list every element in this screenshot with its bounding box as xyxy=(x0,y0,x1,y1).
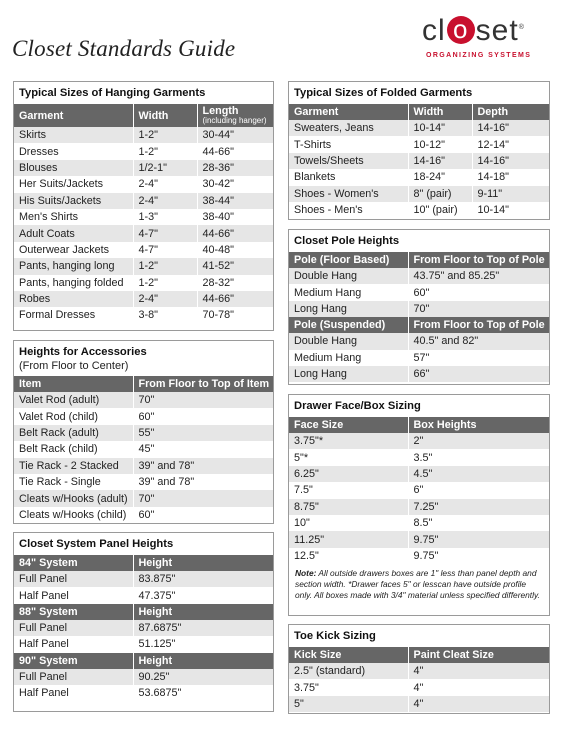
toe-kick-title: Toe Kick Sizing xyxy=(294,630,376,642)
table-row xyxy=(14,425,273,441)
accessories-rows xyxy=(14,392,273,523)
table-cell: 3.75"* xyxy=(289,433,408,449)
closet-logo xyxy=(422,14,542,64)
logo-wordmark: cl o set® xyxy=(422,14,525,47)
table-cell: 12-14" xyxy=(472,136,549,152)
group-header-row xyxy=(14,604,273,620)
table-cell: 10-14" xyxy=(472,202,549,218)
table-cell: 87.6875" xyxy=(133,620,273,636)
table-cell: Full Panel xyxy=(14,571,133,587)
table-cell: 40.5" and 82" xyxy=(408,333,549,349)
table-cell: 44-66" xyxy=(197,291,273,307)
table-cell: T-Shirts xyxy=(289,136,408,152)
table-cell: Half Panel xyxy=(14,587,133,603)
drawer-sizing-rows xyxy=(289,433,549,564)
table-row xyxy=(14,160,273,176)
table-cell: Tie Rack - 2 Stacked xyxy=(14,458,133,474)
table-cell: 10" xyxy=(289,515,408,531)
table-cell: 70-78" xyxy=(197,307,273,323)
table-cell: 6.25" xyxy=(289,466,408,482)
col-header: Pole (Suspended) xyxy=(289,317,408,333)
table-cell: 38-44" xyxy=(197,193,273,209)
table-cell: 1-2" xyxy=(133,143,197,159)
table-cell: Dresses xyxy=(14,143,133,159)
col-header: Garment xyxy=(289,104,408,120)
pole-heights-box xyxy=(288,229,550,385)
table-cell: 8.75" xyxy=(289,499,408,515)
table-row xyxy=(289,186,549,202)
table-cell: Blankets xyxy=(289,169,408,185)
table-cell: Long Hang xyxy=(289,301,408,317)
table-cell: 44-66" xyxy=(197,143,273,159)
table-cell: 1-3" xyxy=(133,209,197,225)
table-cell: Pants, hanging long xyxy=(14,258,133,274)
table-row xyxy=(289,120,549,136)
folded-garments-box xyxy=(288,81,550,220)
table-cell: Medium Hang xyxy=(289,284,408,300)
col-header: From Floor to Top of Pole xyxy=(408,317,549,333)
table-cell: 30-42" xyxy=(197,176,273,192)
table-cell: 9.75" xyxy=(408,548,549,564)
table-cell: Double Hang xyxy=(289,333,408,349)
col-header: Paint Cleat Size xyxy=(408,647,549,663)
table-cell: 3.75" xyxy=(289,679,408,695)
table-row xyxy=(14,636,273,652)
table-cell: Skirts xyxy=(14,127,133,143)
table-cell: 3.5" xyxy=(408,449,549,465)
table-row xyxy=(289,679,549,695)
table-cell: Towels/Sheets xyxy=(289,153,408,169)
table-row xyxy=(289,499,549,515)
table-row xyxy=(289,350,549,366)
accessories-box xyxy=(13,340,274,524)
table-cell: 14-16" xyxy=(408,153,472,169)
table-cell: 4-7" xyxy=(133,225,197,241)
table-cell: 30-44" xyxy=(197,127,273,143)
table-row xyxy=(289,466,549,482)
table-cell: Half Panel xyxy=(14,685,133,701)
table-row xyxy=(289,663,549,679)
table-cell: 4" xyxy=(408,663,549,679)
table-row xyxy=(289,449,549,465)
table-row xyxy=(14,193,273,209)
table-cell: 1-2" xyxy=(133,275,197,291)
table-cell: 66" xyxy=(408,366,549,382)
drawer-note: Note: All outside drawers boxes are 1" less than panel depth and section width. *Drawer faces 5" or lesscan have outside profile only. All boxes made with 3/4" material unless specified differently. xyxy=(295,568,540,601)
page-title: Closet Standards Guide xyxy=(12,36,236,61)
table-cell: Formal Dresses xyxy=(14,307,133,323)
table-cell: Full Panel xyxy=(14,669,133,685)
table-row xyxy=(289,433,549,449)
table-cell: 9.75" xyxy=(408,531,549,547)
table-cell: 4.5" xyxy=(408,466,549,482)
group-header-row xyxy=(14,555,273,571)
table-cell: 53.6875" xyxy=(133,685,273,701)
table-row xyxy=(289,482,549,498)
table-row xyxy=(14,507,273,523)
table-row xyxy=(14,620,273,636)
table-cell: 41-52" xyxy=(197,258,273,274)
table-cell: 1-2" xyxy=(133,127,197,143)
col-header: Garment xyxy=(14,104,133,127)
group-header-row xyxy=(14,653,273,669)
table-cell: 2-4" xyxy=(133,176,197,192)
table-cell: Medium Hang xyxy=(289,350,408,366)
toe-kick-rows xyxy=(289,663,549,712)
table-cell: 44-66" xyxy=(197,225,273,241)
table-cell: Double Hang xyxy=(289,268,408,284)
col-header: 84" System xyxy=(14,555,133,571)
table-row xyxy=(289,202,549,218)
table-row xyxy=(14,127,273,143)
table-cell: 8" (pair) xyxy=(408,186,472,202)
table-cell: 2" xyxy=(408,433,549,449)
table-cell: 10-12" xyxy=(408,136,472,152)
folded-garments-table xyxy=(289,104,549,218)
table-cell: 55" xyxy=(133,425,273,441)
table-row xyxy=(14,225,273,241)
table-cell: Belt Rack (child) xyxy=(14,441,133,457)
table-cell: 11.25" xyxy=(289,531,408,547)
folded-garments-rows xyxy=(289,120,549,218)
group-header-row xyxy=(289,252,549,268)
table-cell: 2-4" xyxy=(133,291,197,307)
col-header: 88" System xyxy=(14,604,133,620)
table-cell: His Suits/Jackets xyxy=(14,193,133,209)
table-cell: 1-2" xyxy=(133,258,197,274)
hanging-garments-rows xyxy=(14,127,273,324)
table-cell: 38-40" xyxy=(197,209,273,225)
table-cell: Shoes - Men's xyxy=(289,202,408,218)
table-cell: Long Hang xyxy=(289,366,408,382)
drawer-sizing-box xyxy=(288,394,550,616)
table-cell: 43.75" and 85.25" xyxy=(408,268,549,284)
table-row xyxy=(14,474,273,490)
table-cell: 12.5" xyxy=(289,548,408,564)
table-cell: 2.5" (standard) xyxy=(289,663,408,679)
table-row xyxy=(14,176,273,192)
table-row xyxy=(14,408,273,424)
table-cell: 70" xyxy=(408,301,549,317)
table-row xyxy=(14,458,273,474)
table-row xyxy=(289,268,549,284)
accessories-title: Heights for Accessories xyxy=(19,346,147,358)
table-cell: 40-48" xyxy=(197,242,273,258)
table-cell: 9-11" xyxy=(472,186,549,202)
table-cell: 6" xyxy=(408,482,549,498)
col-header: Kick Size xyxy=(289,647,408,663)
table-cell: 2-4" xyxy=(133,193,197,209)
table-cell: 28-32" xyxy=(197,275,273,291)
table-cell: 5" xyxy=(289,696,408,712)
table-cell: 45" xyxy=(133,441,273,457)
table-cell: 1/2-1" xyxy=(133,160,197,176)
table-row xyxy=(289,531,549,547)
table-cell: Cleats w/Hooks (child) xyxy=(14,507,133,523)
col-header: Width xyxy=(133,104,197,127)
length-note: (including hanger) xyxy=(202,116,267,125)
accessories-subtitle: (From Floor to Center) xyxy=(19,360,129,372)
drawer-sizing-title: Drawer Face/Box Sizing xyxy=(294,400,421,412)
toe-kick-table xyxy=(289,647,549,712)
table-cell: Tie Rack - Single xyxy=(14,474,133,490)
panel-heights-rows xyxy=(14,555,273,701)
table-cell: Full Panel xyxy=(14,620,133,636)
col-header: From Floor to Top of Pole xyxy=(408,252,549,268)
table-cell: 60" xyxy=(133,507,273,523)
table-cell: 7.25" xyxy=(408,499,549,515)
table-row xyxy=(14,291,273,307)
table-cell: 7.5" xyxy=(289,482,408,498)
table-row xyxy=(14,307,273,323)
table-cell: 14-16" xyxy=(472,153,549,169)
table-cell: Belt Rack (adult) xyxy=(14,425,133,441)
col-header: 90" System xyxy=(14,653,133,669)
group-header-row xyxy=(289,317,549,333)
table-row xyxy=(14,669,273,685)
table-row xyxy=(14,571,273,587)
table-cell: Outerwear Jackets xyxy=(14,242,133,258)
col-header: Item xyxy=(14,376,133,392)
table-cell: Shoes - Women's xyxy=(289,186,408,202)
table-cell: 14-18" xyxy=(472,169,549,185)
table-row xyxy=(289,515,549,531)
table-cell: Blouses xyxy=(14,160,133,176)
table-cell: 60" xyxy=(133,408,273,424)
table-cell: Adult Coats xyxy=(14,225,133,241)
pole-heights-title: Closet Pole Heights xyxy=(294,235,400,247)
table-cell: Her Suits/Jackets xyxy=(14,176,133,192)
table-row xyxy=(14,143,273,159)
col-header: Height xyxy=(133,555,273,571)
table-cell: 28-36" xyxy=(197,160,273,176)
col-header: From Floor to Top of Item xyxy=(133,376,273,392)
table-cell: 8.5" xyxy=(408,515,549,531)
folded-garments-title: Typical Sizes of Folded Garments xyxy=(294,87,473,99)
table-cell: 57" xyxy=(408,350,549,366)
table-row xyxy=(14,685,273,701)
col-header: Pole (Floor Based) xyxy=(289,252,408,268)
table-cell: 83.875" xyxy=(133,571,273,587)
table-cell: 18-24" xyxy=(408,169,472,185)
table-cell: 10" (pair) xyxy=(408,202,472,218)
table-row xyxy=(289,136,549,152)
hanging-garments-title: Typical Sizes of Hanging Garments xyxy=(19,87,206,99)
table-cell: Sweaters, Jeans xyxy=(289,120,408,136)
table-row xyxy=(289,333,549,349)
table-row xyxy=(289,548,549,564)
table-cell: 51.125" xyxy=(133,636,273,652)
table-row xyxy=(289,301,549,317)
table-cell: 39" and 78" xyxy=(133,474,273,490)
col-header: Height xyxy=(133,653,273,669)
panel-heights-box xyxy=(13,532,274,712)
table-cell: 70" xyxy=(133,392,273,408)
col-header: Length (including hanger) xyxy=(197,104,273,127)
drawer-sizing-table xyxy=(289,417,549,564)
col-header: Face Size xyxy=(289,417,408,433)
panel-heights-title: Closet System Panel Heights xyxy=(19,538,174,550)
table-row xyxy=(289,696,549,712)
table-row xyxy=(289,366,549,382)
table-cell: 4" xyxy=(408,679,549,695)
table-cell: 4" xyxy=(408,696,549,712)
accessories-table xyxy=(14,376,273,523)
pole-heights-table xyxy=(289,252,549,382)
table-row xyxy=(14,209,273,225)
col-header: Box Heights xyxy=(408,417,549,433)
table-cell: 60" xyxy=(408,284,549,300)
table-row xyxy=(289,153,549,169)
col-header: Width xyxy=(408,104,472,120)
hanging-garments-table xyxy=(14,104,273,324)
pole-heights-rows xyxy=(289,252,549,382)
table-row xyxy=(14,258,273,274)
table-cell: 90.25" xyxy=(133,669,273,685)
table-row xyxy=(14,587,273,603)
table-row xyxy=(14,242,273,258)
table-cell: 14-16" xyxy=(472,120,549,136)
table-row xyxy=(289,284,549,300)
table-cell: 4-7" xyxy=(133,242,197,258)
table-row xyxy=(14,441,273,457)
table-cell: 39" and 78" xyxy=(133,458,273,474)
col-header: Height xyxy=(133,604,273,620)
table-cell: Robes xyxy=(14,291,133,307)
table-cell: 70" xyxy=(133,490,273,506)
col-header: Depth xyxy=(472,104,549,120)
table-cell: Half Panel xyxy=(14,636,133,652)
table-row xyxy=(289,169,549,185)
logo-tagline: ORGANIZING SYSTEMS xyxy=(426,52,532,59)
table-cell: 3-8" xyxy=(133,307,197,323)
table-cell: 10-14" xyxy=(408,120,472,136)
panel-heights-table xyxy=(14,555,273,701)
toe-kick-box xyxy=(288,624,550,714)
hanging-garments-box xyxy=(13,81,274,331)
table-cell: 47.375" xyxy=(133,587,273,603)
table-cell: Cleats w/Hooks (adult) xyxy=(14,490,133,506)
table-cell: Valet Rod (child) xyxy=(14,408,133,424)
table-row xyxy=(14,392,273,408)
table-cell: Pants, hanging folded xyxy=(14,275,133,291)
table-row xyxy=(14,275,273,291)
logo-o-circle: o xyxy=(447,16,475,44)
table-row xyxy=(14,490,273,506)
table-cell: Men's Shirts xyxy=(14,209,133,225)
table-cell: Valet Rod (adult) xyxy=(14,392,133,408)
table-cell: 5"* xyxy=(289,449,408,465)
